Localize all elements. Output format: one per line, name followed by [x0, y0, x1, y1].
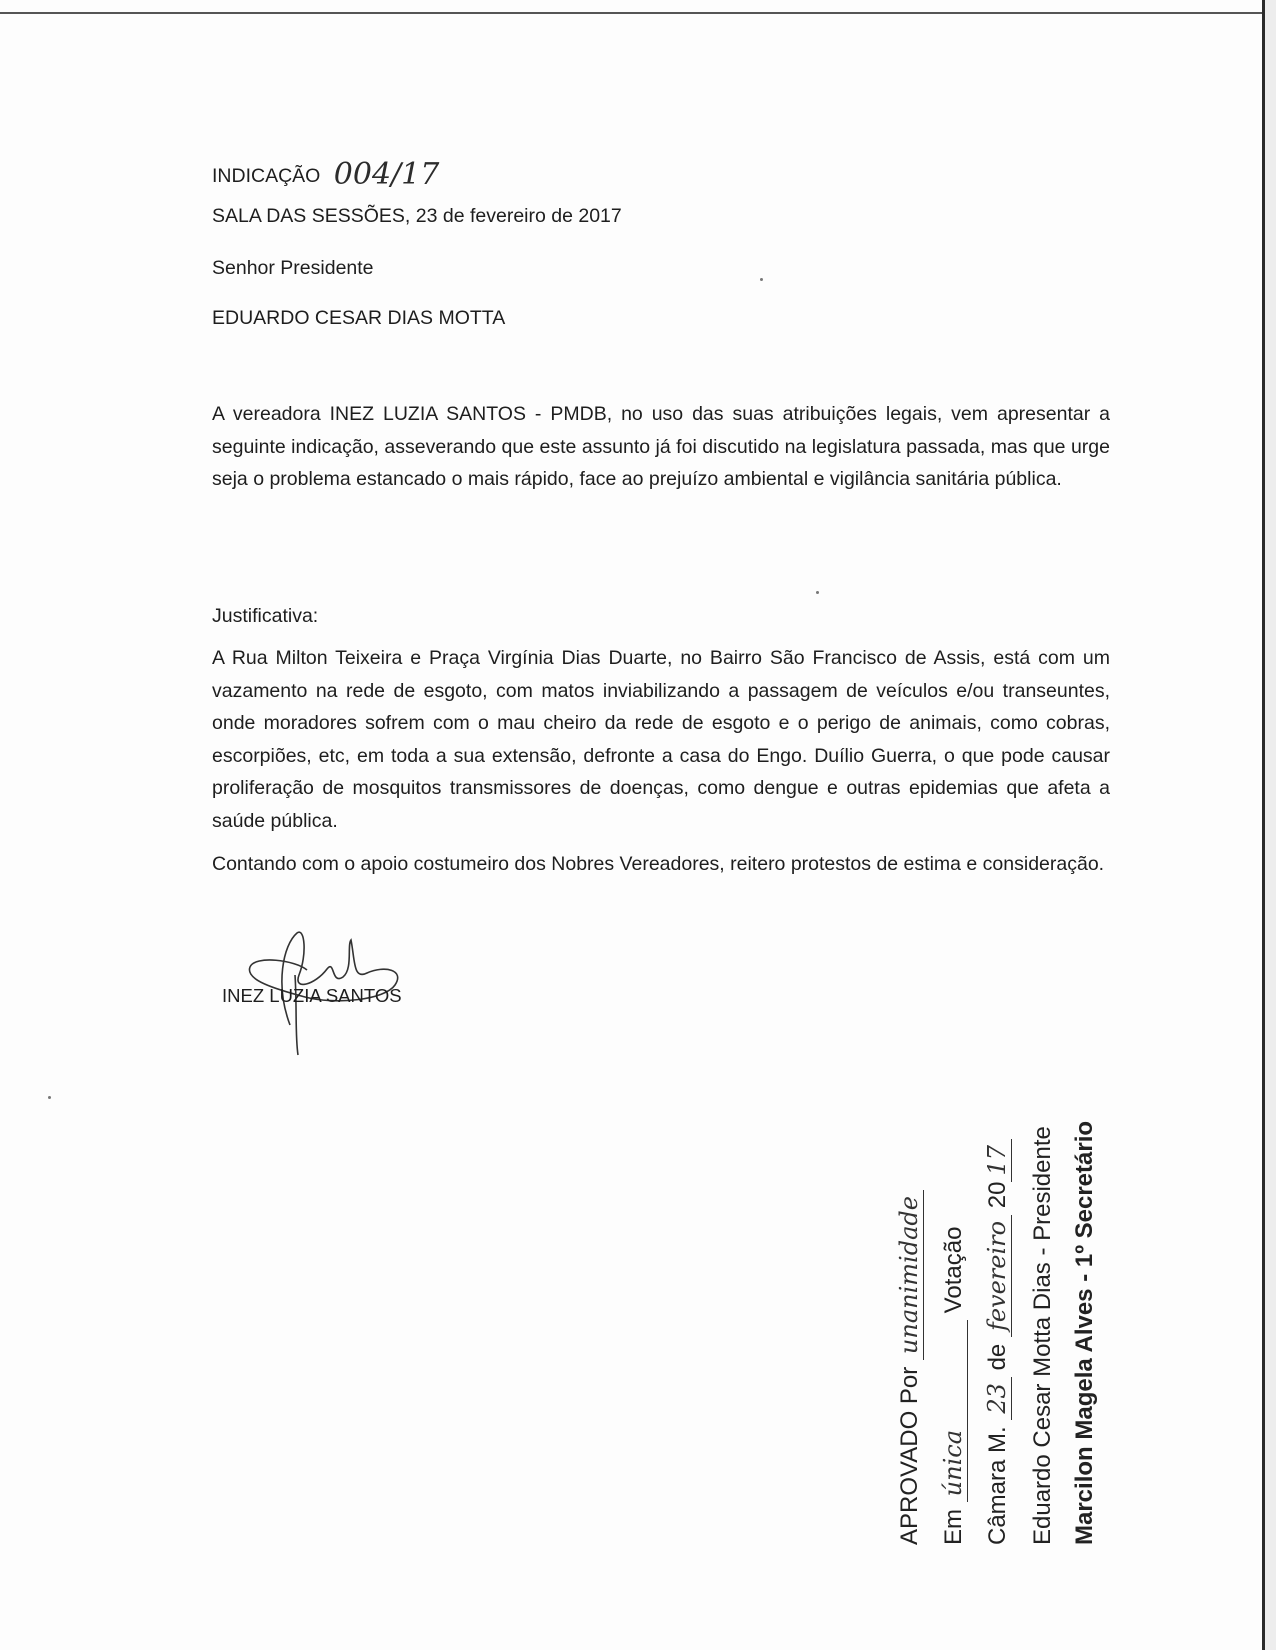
indicacao-line: [212, 155, 439, 190]
scan-speck: [816, 591, 819, 594]
camara-label: Câmara M.: [984, 1426, 1011, 1545]
salutation: Senhor Presidente: [212, 257, 374, 279]
indicacao-number: 004/17: [333, 157, 440, 192]
approval-stamp: [895, 1120, 1098, 1555]
in-value: única: [939, 1320, 968, 1502]
intro-paragraph: A vereadora INEZ LUZIA SANTOS - PMDB, no uso das suas atribuições legais, vem apresentar a seguinte indicação, asseverando que este assunto já foi discutido na legislatura passada, mas que urge seja o problema estancado o mais rápido, face ao prejuízo ambiental e vigilância sanitária pública.: [212, 403, 1110, 490]
stamp-secretary-row: Marcilon Magela Alves - 1º Secretário: [1071, 1120, 1098, 1545]
votacao-label: Votação: [940, 1226, 967, 1314]
stamp-approved-row: [895, 1190, 937, 1545]
justification-paragraph: A Rua Milton Teixeira e Praça Virgínia Dias Duarte, no Bairro São Francisco de Assis, está com um vazamento na rede de esgoto, com matos inviabilizando a passagem de veículos e/ou transeuntes, onde moradores sofrem com o mau cheiro da rede de esgoto e o perigo de animais, como cobras, escorpiões, etc, em toda a sua extensão, defronte a casa do Engo. Duílio Guerra, o que pode causar proliferação de mosquitos transmissores de doenças, como dengue e outras epidemias que afeta a saúde pública.: [212, 647, 1110, 832]
indicacao-label: INDICAÇÃO: [212, 165, 321, 187]
stamp-date-row: [983, 1139, 1025, 1545]
approved-by-label: APROVADO Por: [896, 1366, 923, 1545]
in-label: Em: [940, 1509, 967, 1545]
year-value: 17: [983, 1139, 1012, 1182]
justification-heading: Justificativa:: [212, 605, 319, 627]
president-name: EDUARDO CESAR DIAS MOTTA: [212, 307, 506, 329]
approved-by-value: unanimidade: [895, 1190, 924, 1360]
de-label: de: [984, 1343, 1011, 1371]
stamp-president-row: Eduardo Cesar Motta Dias - Presidente: [1029, 1126, 1056, 1545]
scan-speck: [760, 278, 763, 281]
scan-margin: [1265, 0, 1276, 1650]
signer-name: INEZ LUZIA SANTOS: [222, 985, 402, 1006]
closing-paragraph: Contando com o apoio costumeiro dos Nobres Vereadores, reitero protestos de estima e consideração.: [212, 853, 1105, 875]
month-value: fevereiro: [983, 1215, 1012, 1337]
stamp-in-row: [939, 1227, 981, 1545]
year-prefix: 20: [984, 1181, 1011, 1209]
scan-speck: [48, 1096, 51, 1099]
session-line: SALA DAS SESSÕES, 23 de fevereiro de 2017: [212, 205, 622, 227]
top-border-line: [0, 12, 1262, 14]
day-value: 23: [983, 1377, 1012, 1420]
